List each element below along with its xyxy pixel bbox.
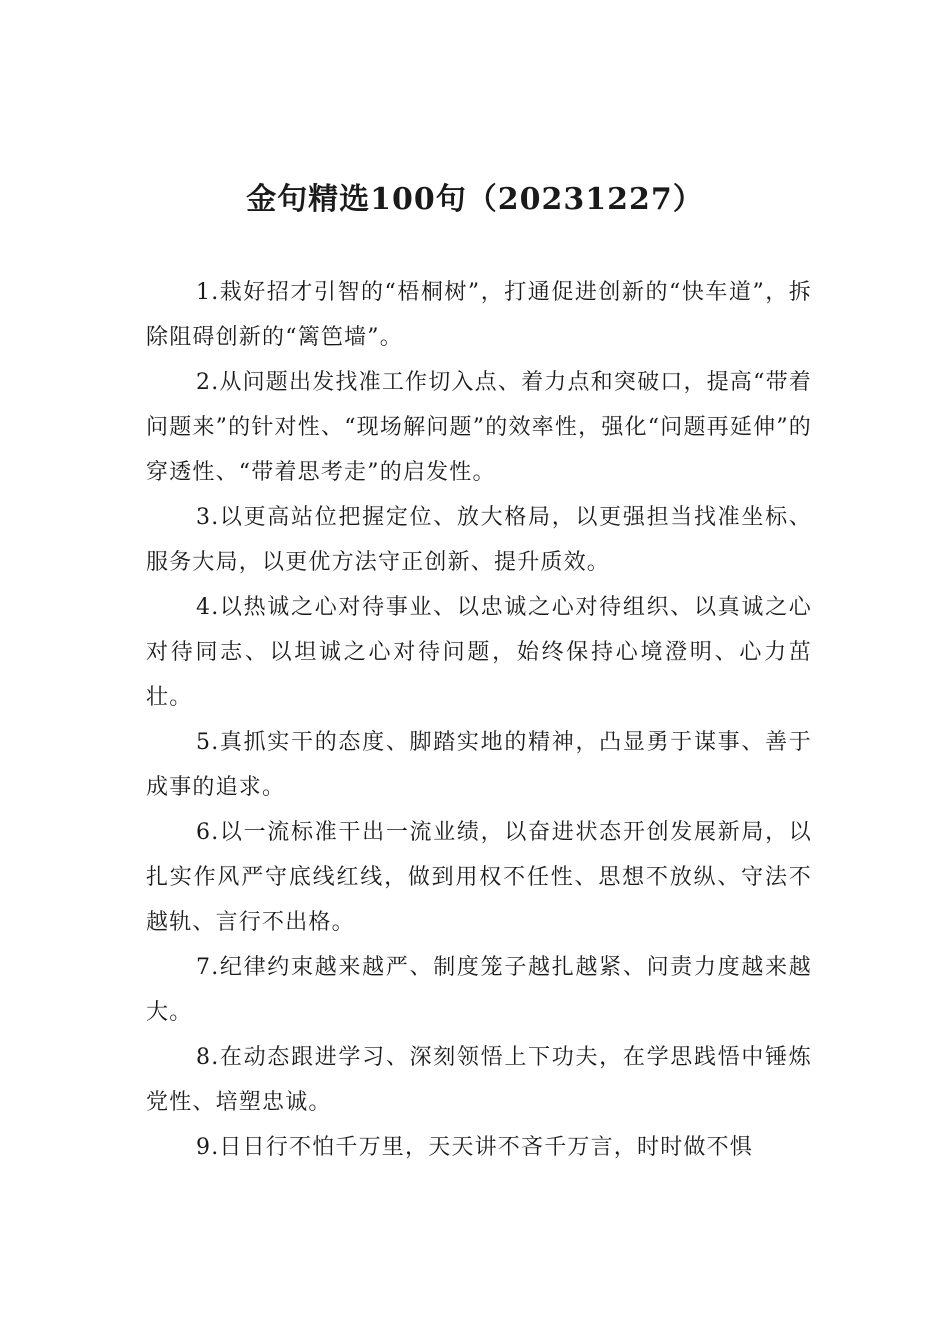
paragraph-3: 3.以更高站位把握定位、放大格局，以更强担当找准坐标、服务大局，以更优方法守正创新、提升质效。 (146, 505, 812, 575)
paragraph-4: 4.以热诚之心对待事业、以忠诚之心对待组织、以真诚之心对待同志、以坦诚之心对待问题，始终保持心境澄明、心力茁壮。 (146, 595, 812, 710)
document-title: 金句精选100句（20231227） (246, 182, 704, 217)
paragraph-8: 8.在动态跟进学习、深刻领悟上下功夫，在学思践悟中锤炼党性、培塑忠诚。 (146, 1045, 812, 1115)
paragraph-2: 2.从问题出发找准工作切入点、着力点和突破口，提高“带着问题来”的针对性、“现场解问题”的效率性，强化“问题再延伸”的穿透性、“带着思考走”的启发性。 (146, 370, 812, 485)
paragraph-1: 1.栽好招才引智的“梧桐树”，打通促进创新的“快车道”，拆除阻碍创新的“篱笆墙”。 (146, 280, 812, 350)
paragraph-6: 6.以一流标准干出一流业绩，以奋进状态开创发展新局，以扎实作风严守底线红线，做到用权不任性、思想不放纵、守法不越轨、言行不出格。 (146, 820, 812, 935)
document-body (146, 270, 812, 1170)
paragraph-7: 7.纪律约束越来越严、制度笼子越扎越紧、问责力度越来越大。 (146, 955, 812, 1025)
paragraph-5: 5.真抓实干的态度、脚踏实地的精神，凸显勇于谋事、善于成事的追求。 (146, 730, 812, 800)
paragraph-9: 9.日日行不怕千万里，天天讲不吝千万言，时时做不惧 (196, 1135, 753, 1160)
